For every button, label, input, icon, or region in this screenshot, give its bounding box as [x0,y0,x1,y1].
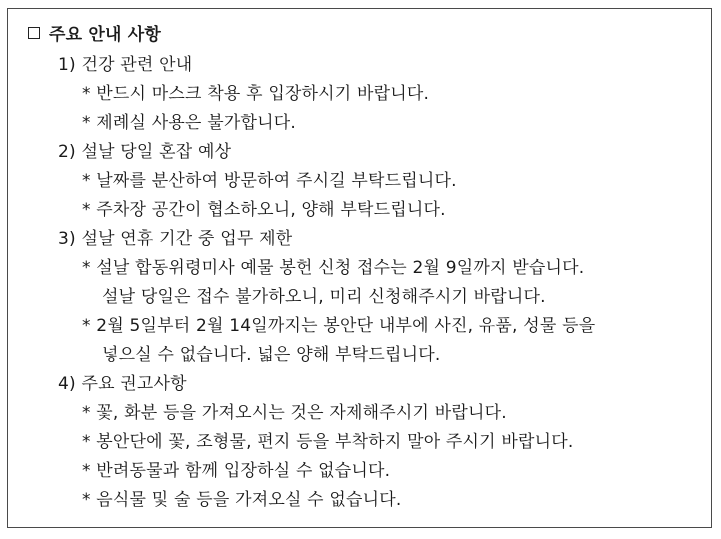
list-item: * 설날 합동위령미사 예물 봉헌 신청 접수는 2월 9일까지 받습니다. [82,258,585,278]
notice-title [28,24,161,46]
list-item: * 음식물 및 술 등을 가져오실 수 없습니다. [82,490,402,510]
list-item: * 주차장 공간이 협소하오니, 양해 부탁드립니다. [82,200,446,220]
checkbox-square-icon [28,27,40,39]
list-item: * 제례실 사용은 불가합니다. [82,113,296,133]
section-heading-congestion: 2) 설날 당일 혼잡 예상 [58,142,232,162]
list-item: * 반드시 마스크 착용 후 입장하시기 바랍니다. [82,84,430,104]
section-heading-health: 1) 건강 관련 안내 [58,55,193,75]
section-heading-recommendations: 4) 주요 권고사항 [58,374,187,394]
notice-title-text: 주요 안내 사항 [49,25,161,45]
list-item: * 날짜를 분산하여 방문하여 주시길 부탁드립니다. [82,171,457,191]
list-item: * 봉안단에 꽃, 조형물, 편지 등을 부착하지 말아 주시기 바랍니다. [82,432,574,452]
list-item: * 2월 5일부터 2월 14일까지는 봉안단 내부에 사진, 유품, 성물 등을 [82,316,596,336]
section-heading-holiday-restrictions: 3) 설날 연휴 기간 중 업무 제한 [58,229,293,249]
list-item-continuation: 설날 당일은 접수 불가하오니, 미리 신청해주시기 바랍니다. [102,287,546,307]
list-item: * 반려동물과 함께 입장하실 수 없습니다. [82,461,391,481]
list-item: * 꽃, 화분 등을 가져오시는 것은 자제해주시기 바랍니다. [82,403,507,423]
list-item-continuation: 넣으실 수 없습니다. 넓은 양해 부탁드립니다. [102,345,441,365]
